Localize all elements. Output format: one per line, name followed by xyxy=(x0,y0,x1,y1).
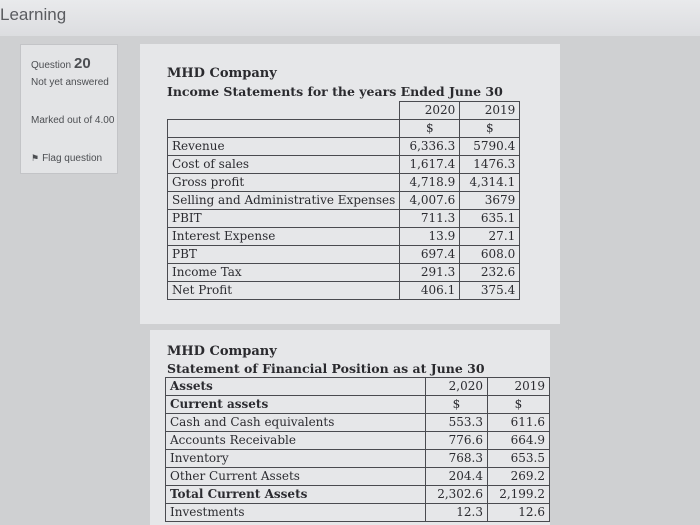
app-title: Learning xyxy=(0,5,67,24)
assets-header: Assets xyxy=(166,378,426,396)
table-row: Income Tax 291.3 232.6 xyxy=(168,264,520,282)
question-label: Question 20 xyxy=(31,55,91,72)
table-row: Revenue 6,336.3 5790.4 xyxy=(168,138,520,156)
table-row: Gross profit 4,718.9 4,314.1 xyxy=(168,174,520,192)
income-year-2020: 2020 xyxy=(400,102,460,120)
position-year-2020: 2,020 xyxy=(426,378,488,396)
income-year-2019: 2019 xyxy=(460,102,520,120)
position-statement-title: Statement of Financial Position as at June 30 xyxy=(167,361,485,376)
current-assets-section: Current assets xyxy=(166,396,426,414)
table-row: Other Current Assets 204.4 269.2 xyxy=(166,468,550,486)
question-content-card xyxy=(140,44,560,324)
flag-question-link[interactable]: ⚑ Flag question xyxy=(31,153,103,164)
question-marks: Marked out of 4.00 xyxy=(31,115,115,126)
income-currency-2019: $ xyxy=(460,120,520,138)
question-status: Not yet answered xyxy=(31,77,109,88)
question-number: 20 xyxy=(74,55,91,72)
table-row: PBIT 711.3 635.1 xyxy=(168,210,520,228)
income-statement-title: Income Statements for the years Ended June 30 xyxy=(167,84,503,99)
table-row: Accounts Receivable 776.6 664.9 xyxy=(166,432,550,450)
table-row: Net Profit 406.1 375.4 xyxy=(168,282,520,300)
financial-position-card xyxy=(150,330,550,525)
position-currency-2019: $ xyxy=(488,396,550,414)
table-row: Interest Expense 13.9 27.1 xyxy=(168,228,520,246)
flag-icon: ⚑ xyxy=(31,153,40,163)
financial-position-table xyxy=(165,377,550,522)
income-company-name: MHD Company xyxy=(167,66,277,81)
table-row: Inventory 768.3 653.5 xyxy=(166,450,550,468)
table-row: Cash and Cash equivalents 553.3 611.6 xyxy=(166,414,550,432)
income-statement-table xyxy=(167,101,520,300)
position-year-2019: 2019 xyxy=(488,378,550,396)
table-row: Investments 12.3 12.6 xyxy=(166,504,550,522)
income-currency-2020: $ xyxy=(400,120,460,138)
table-row: PBT 697.4 608.0 xyxy=(168,246,520,264)
question-info-panel xyxy=(20,44,118,174)
table-row: Total Current Assets 2,302.6 2,199.2 xyxy=(166,486,550,504)
position-company-name: MHD Company xyxy=(167,344,277,359)
table-row: Selling and Administrative Expenses 4,007.6 3679 xyxy=(168,192,520,210)
top-bar xyxy=(0,0,700,36)
position-currency-2020: $ xyxy=(426,396,488,414)
table-row: Cost of sales 1,617.4 1476.3 xyxy=(168,156,520,174)
